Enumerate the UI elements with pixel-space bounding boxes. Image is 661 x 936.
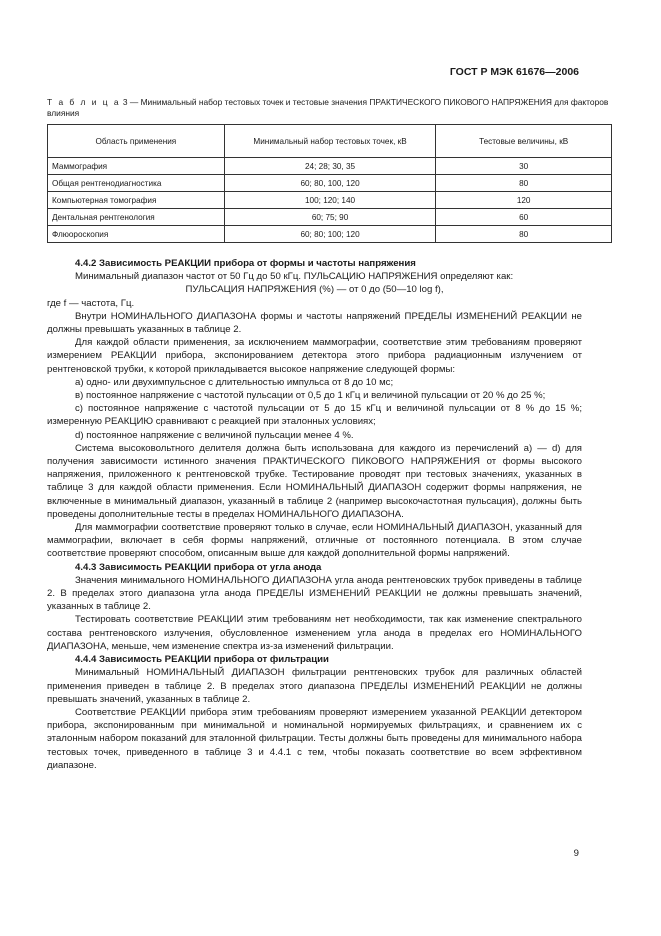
paragraph: а) одно- или двухимпульсное с длительностью импульса от 8 до 10 мс;	[75, 376, 394, 388]
table-cell: 80	[436, 175, 612, 192]
section-heading: 4.4.3 Зависимость РЕАКЦИИ прибора от угла анода	[75, 561, 322, 573]
paragraph: Система высоковольтного делителя должна быть использована для каждого из перечислений а) — d) для получения зависимости истинного значения ПРАКТИЧЕСКОГО ПИКОВОГО НАПРЯЖЕНИЯ от формы высокого напряжения, приложенного к рентгеновской трубке. Тестирование проводят при тестовых значениях, указанных в таблице 3 для каждой области применения. Если НОМИНАЛЬНЫЙ ДИАПАЗОН содержит формы напряжения, не включенные в минимальный диапазон, указанный в таблице 2 (например высокочастотная пульсация), должны быть проведены дополнительные тесты в пределах НОМИНАЛЬНОГО ДИАПАЗОНА.	[47, 442, 582, 520]
table-cell: 60; 75; 90	[224, 209, 436, 226]
table-header-row	[48, 125, 612, 158]
table-row	[48, 175, 612, 192]
table-row	[48, 192, 612, 209]
table-cell: 100; 120; 140	[224, 192, 436, 209]
table-cell: 60; 80; 100; 120	[224, 226, 436, 243]
section-heading: 4.4.2 Зависимость РЕАКЦИИ прибора от формы и частоты напряжения	[75, 258, 416, 269]
test-points-table	[47, 124, 612, 243]
paragraph: d) постоянное напряжение с величиной пульсации менее 4 %.	[75, 429, 354, 441]
paragraph: Для каждой области применения, за исключением маммографии, соответствие этим требованиям проверяют измерением РЕАКЦИИ прибора, экспонированием детектора этого прибора радиационным излучением от рентгеновской трубки, к которой прикладывается высокое напряжение следующей формы:	[47, 337, 582, 375]
table-row	[48, 158, 612, 175]
table-row	[48, 209, 612, 226]
paragraph: ПУЛЬСАЦИЯ НАПРЯЖЕНИЯ (%) — от 0 до (50—10 log f),	[185, 284, 444, 296]
table-caption-text: 3 — Минимальный набор тестовых точек и тестовые значения ПРАКТИЧЕСКОГО ПИКОВОГО НАПРЯЖЕНИЯ для факторов влияния	[47, 97, 609, 118]
table-caption-label: Т а б л и ц а	[47, 97, 121, 107]
paragraph: Для маммографии соответствие проверяют только в случае, если НОМИНАЛЬНЫЙ ДИАПАЗОН, указанный для маммографии, включает в себя формы напряжений, отличные от постоянного потенциала. В этом случае соответствие проверяют способом, описанным выше для каждой дополнительной формы напряжений.	[47, 522, 582, 560]
standard-header: ГОСТ Р МЭК 61676—2006	[449, 66, 579, 78]
page-number: 9	[573, 848, 579, 859]
paragraph: Внутри НОМИНАЛЬНОГО ДИАПАЗОНА формы и частоты напряжений ПРЕДЕЛЫ ИЗМЕНЕНИЙ РЕАКЦИИ не должны превышать указанных в таблице 2.	[47, 310, 582, 336]
paragraph: с) постоянное напряжение с частотой пульсации от 5 до 15 кГц и величиной пульсации от 8 % до 15 %; измеренную РЕАКЦИЮ сравнивают с реакцией при эталонных условиях;	[47, 403, 582, 428]
table-cell: Маммография	[48, 158, 225, 175]
table-cell: 60; 80, 100, 120	[224, 175, 436, 192]
paragraph: Минимальный диапазон частот от 50 Гц до 50 кГц. ПУЛЬСАЦИЮ НАПРЯЖЕНИЯ определяют как:	[75, 271, 514, 283]
table-row	[48, 226, 612, 243]
table-cell: 24; 28; 30, 35	[224, 158, 436, 175]
table-cell: Компьютерная томография	[48, 192, 225, 209]
paragraph: Значения минимального НОМИНАЛЬНОГО ДИАПАЗОНА угла анода рентгеновских трубок приведены в таблице 2. В пределах этого диапазона угла анода ПРЕДЕЛЫ ИЗМЕНЕНИЙ РЕАКЦИИ не должны превышать значений, указанных в таблице 2.	[47, 574, 582, 613]
table-cell: Дентальная рентгенология	[48, 209, 225, 226]
paragraph: где f — частота, Гц.	[47, 297, 135, 309]
table-cell: Общая рентгенодиагностика	[48, 175, 225, 192]
table-cell: Флюороскопия	[48, 226, 225, 243]
paragraph: Соответствие РЕАКЦИИ прибора этим требованиям проверяют измерением указанной РЕАКЦИИ детектором прибора, экспонированным при минимальной и номинальной нормируемых фильтрациях, и сравнением их с эталонным набором показаний для эталонной фильтрации. Тесты должны быть проведены для минимального набора тестовых точек, приведенного в таблице 3 и 4.4.1 с тем, чтобы показать соответствие во всем эффективном диапазоне.	[47, 706, 582, 771]
table-cell: 30	[436, 158, 612, 175]
section-heading: 4.4.4 Зависимость РЕАКЦИИ прибора от фильтрации	[75, 654, 329, 666]
paragraph: в) постоянное напряжение с частотой пульсации от 0,5 до 1 кГц и величиной пульсации от 20 % до 25 %;	[75, 390, 546, 402]
table-cell: 120	[436, 192, 612, 209]
body-text	[47, 257, 582, 772]
column-header: Область применения	[48, 125, 225, 158]
table-caption	[47, 97, 612, 119]
column-header: Тестовые величины, кВ	[436, 125, 612, 158]
paragraph: Тестировать соответствие РЕАКЦИИ этим требованиям нет необходимости, так как изменение спектрального состава рентгеновского излучения, обусловленное изменением угла анода в пределах его НОМИНАЛЬНОГО ДИАПАЗОНА, меньше, чем изменение спектра из-за изменений фильтрации.	[47, 614, 582, 652]
paragraph: Минимальный НОМИНАЛЬНЫЙ ДИАПАЗОН фильтрации рентгеновских трубок для различных областей применения приведен в таблице 2. В пределах этого диапазона ПРЕДЕЛЫ ИЗМЕНЕНИЙ РЕАКЦИИ не должны превышать значений, указанных в таблице 2.	[47, 667, 582, 705]
table-cell: 80	[436, 226, 612, 243]
column-header: Минимальный набор тестовых точек, кВ	[224, 125, 436, 158]
table-cell: 60	[436, 209, 612, 226]
